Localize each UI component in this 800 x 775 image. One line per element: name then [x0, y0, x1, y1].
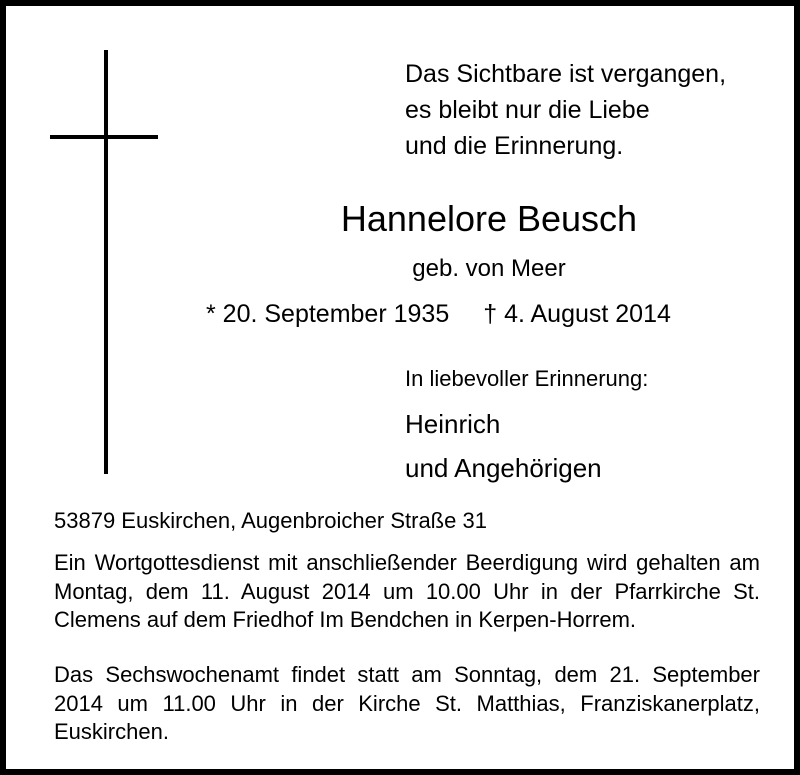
death-date: † 4. August 2014	[483, 300, 671, 328]
motto-line: und die Erinnerung.	[405, 132, 624, 160]
mourner-name: Heinrich	[405, 409, 501, 439]
motto-quote	[405, 56, 726, 164]
mourners-list	[405, 402, 602, 490]
funeral-service-text: Ein Wortgottesdienst mit anschließender Beerdigung wird gehalten am Montag, dem 11. August 2014 um 10.00 Uhr in der Pfarrkirche St. Clemens auf dem Friedhof Im Bendchen in Kerpen-Horrem.	[54, 550, 760, 632]
mourner-name: und Angehörigen	[405, 453, 602, 483]
birth-date: * 20. September 1935	[206, 300, 450, 328]
remembrance-label: In liebevoller Erinnerung:	[405, 366, 649, 391]
cross-vertical-bar	[104, 50, 108, 474]
motto-line: Das Sichtbare ist vergangen,	[405, 60, 727, 88]
family-address: 53879 Euskirchen, Augenbroicher Straße 31	[54, 508, 487, 533]
motto-line: es bleibt nur die Liebe	[405, 96, 650, 124]
life-dates	[206, 297, 671, 331]
cross-horizontal-bar	[50, 135, 158, 139]
maiden-name: geb. von Meer	[412, 255, 566, 282]
memorial-mass-text: Das Sechswochenamt findet statt am Sonntag, dem 21. September 2014 um 11.00 Uhr in der Kirche St. Matthias, Franziskanerplatz, Euskirchen.	[54, 662, 760, 744]
deceased-name: Hannelore Beusch	[340, 198, 638, 239]
